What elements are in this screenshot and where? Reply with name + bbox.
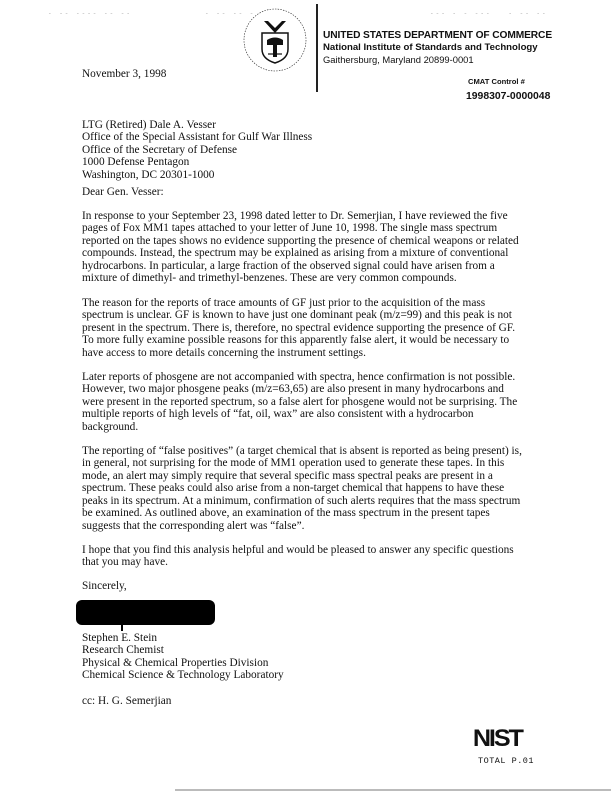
agency-address: Gaithersburg, Maryland 20899-0001	[323, 54, 474, 65]
text-line: peaks in its spectrum. At a minimum, confirmation of such alerts requires that the mass spectrum	[82, 494, 521, 507]
text-line: In response to your September 23, 1998 dated letter to Dr. Semerjian, I have reviewed the five	[82, 210, 508, 222]
institute-name: National Institute of Standards and Technology	[323, 42, 538, 53]
letterhead-agency	[323, 30, 552, 66]
text-line: The reporting of “false positives” (a target chemical that is absent is reported as being present) is,	[82, 445, 522, 457]
agency-name: UNITED STATES DEPARTMENT OF COMMERCE	[323, 30, 553, 41]
recipient-line: Office of the Secretary of Defense	[82, 143, 238, 156]
paragraph-1	[82, 210, 519, 285]
fax-header-noise: ‐ ‐‐ ‐‐ ‐	[205, 10, 256, 17]
text-line: present in the spectrum. There is, therefore, no spectral evidence supporting the presence of GF.	[82, 321, 516, 334]
paragraph-2	[82, 297, 515, 359]
recipient-line: LTG (Retired) Dale A. Vesser	[82, 119, 216, 131]
cmat-control-number: 1998307-0000048	[466, 91, 551, 102]
text-line: The reason for the reports of trace amounts of GF just prior to the acquisition of the mass	[82, 297, 486, 309]
text-line: hydrocarbons. In particular, a large fraction of the observed signal could have arisen from a	[82, 259, 495, 272]
fax-header-noise: ‐‐‐ ‐ ‐ ‐‐‐ ‐ ‐‐ ‐‐	[430, 10, 548, 17]
text-line: in general, not surprising for the mode of MM1 operation used to generate these tapes. In this	[82, 457, 505, 470]
text-line: be examined. As outlined above, an examination of the mass spectrum in the present tapes	[82, 507, 490, 520]
cmat-control-label: CMAT Control #	[468, 77, 525, 86]
paragraph-5	[82, 544, 514, 569]
recipient-address	[82, 119, 312, 181]
nist-logo: NIST	[472, 725, 522, 752]
signature-mark	[121, 624, 123, 631]
paragraph-4	[82, 445, 522, 532]
fax-header-noise: ‐ ‐‐ ‐‐‐‐ ‐‐ ‐‐	[48, 10, 133, 17]
text-line: mixture of dimethyl- and trimethyl-benzenes. These are very common compounds.	[82, 272, 457, 285]
text-line: pages of Fox MM1 tapes attached to your letter of June 10, 1998. The single mass spectrum	[82, 222, 498, 235]
text-line: were present in the reported spectrum, so a false alert for phosgene would not be surprising. The	[82, 395, 518, 408]
letterhead-divider	[316, 4, 318, 92]
recipient-line: Washington, DC 20301-1000	[82, 168, 215, 181]
text-line: compounds. Instead, the spectrum may be explained as arising from a mixture of conventional	[82, 247, 509, 260]
paragraph-3	[82, 371, 517, 433]
department-of-commerce-seal-icon	[242, 7, 308, 73]
text-line: I hope that you find this analysis helpful and would be pleased to answer any specific questions	[82, 544, 514, 556]
recipient-line: Office of the Special Assistant for Gulf War Illness	[82, 131, 313, 144]
signer-division: Physical & Chemical Properties Division	[82, 656, 269, 669]
text-line: However, two major phosgene peaks (m/z=63,65) are also present in many hydrocarbons and	[82, 383, 504, 396]
recipient-line: 1000 Defense Pentagon	[82, 156, 190, 169]
text-line: suggests that the corresponding alert was “false”.	[82, 519, 305, 532]
redacted-signature	[76, 600, 215, 625]
text-line: have access to more details concerning the instrument settings.	[82, 346, 366, 359]
cmat-control	[466, 77, 550, 104]
text-line: multiple reports of high levels of “fat, oil, wax” are also consistent with a hydrocarbon	[82, 408, 474, 421]
text-line: spectrum. These peaks could also arise from a non-target chemical that happens to have these	[82, 482, 505, 495]
signature-block	[82, 632, 284, 682]
text-line: background.	[82, 420, 139, 433]
text-line: To more fully examine possible reasons for this apparently false alert, it would be necessary to	[82, 334, 510, 347]
letter-date: November 3, 1998	[82, 68, 167, 80]
text-line: Later reports of phosgene are not accompanied with spectra, hence confirmation is not possible.	[82, 371, 516, 383]
text-line: reported on the tapes shows no evidence supporting the presence of chemical weapons or related	[82, 234, 519, 247]
text-line: mode, an alert may simply require that several specific mass spectral peaks are present in a	[82, 469, 493, 482]
fax-total-pages: TOTAL P.01	[478, 756, 535, 766]
signer-laboratory: Chemical Science & Technology Laboratory	[82, 669, 284, 682]
text-line: spectrum is unclear. GF is known to have just one dominant peak (m/z=99) and this peak is not	[82, 309, 512, 322]
salutation: Dear Gen. Vesser:	[82, 186, 164, 198]
fax-bottom-edge	[175, 789, 611, 791]
signer-title: Research Chemist	[82, 644, 164, 657]
cc-line: cc: H. G. Semerjian	[82, 695, 172, 707]
closing: Sincerely,	[82, 580, 127, 592]
signer-name: Stephen E. Stein	[82, 632, 157, 644]
text-line: that you may have.	[82, 556, 168, 569]
